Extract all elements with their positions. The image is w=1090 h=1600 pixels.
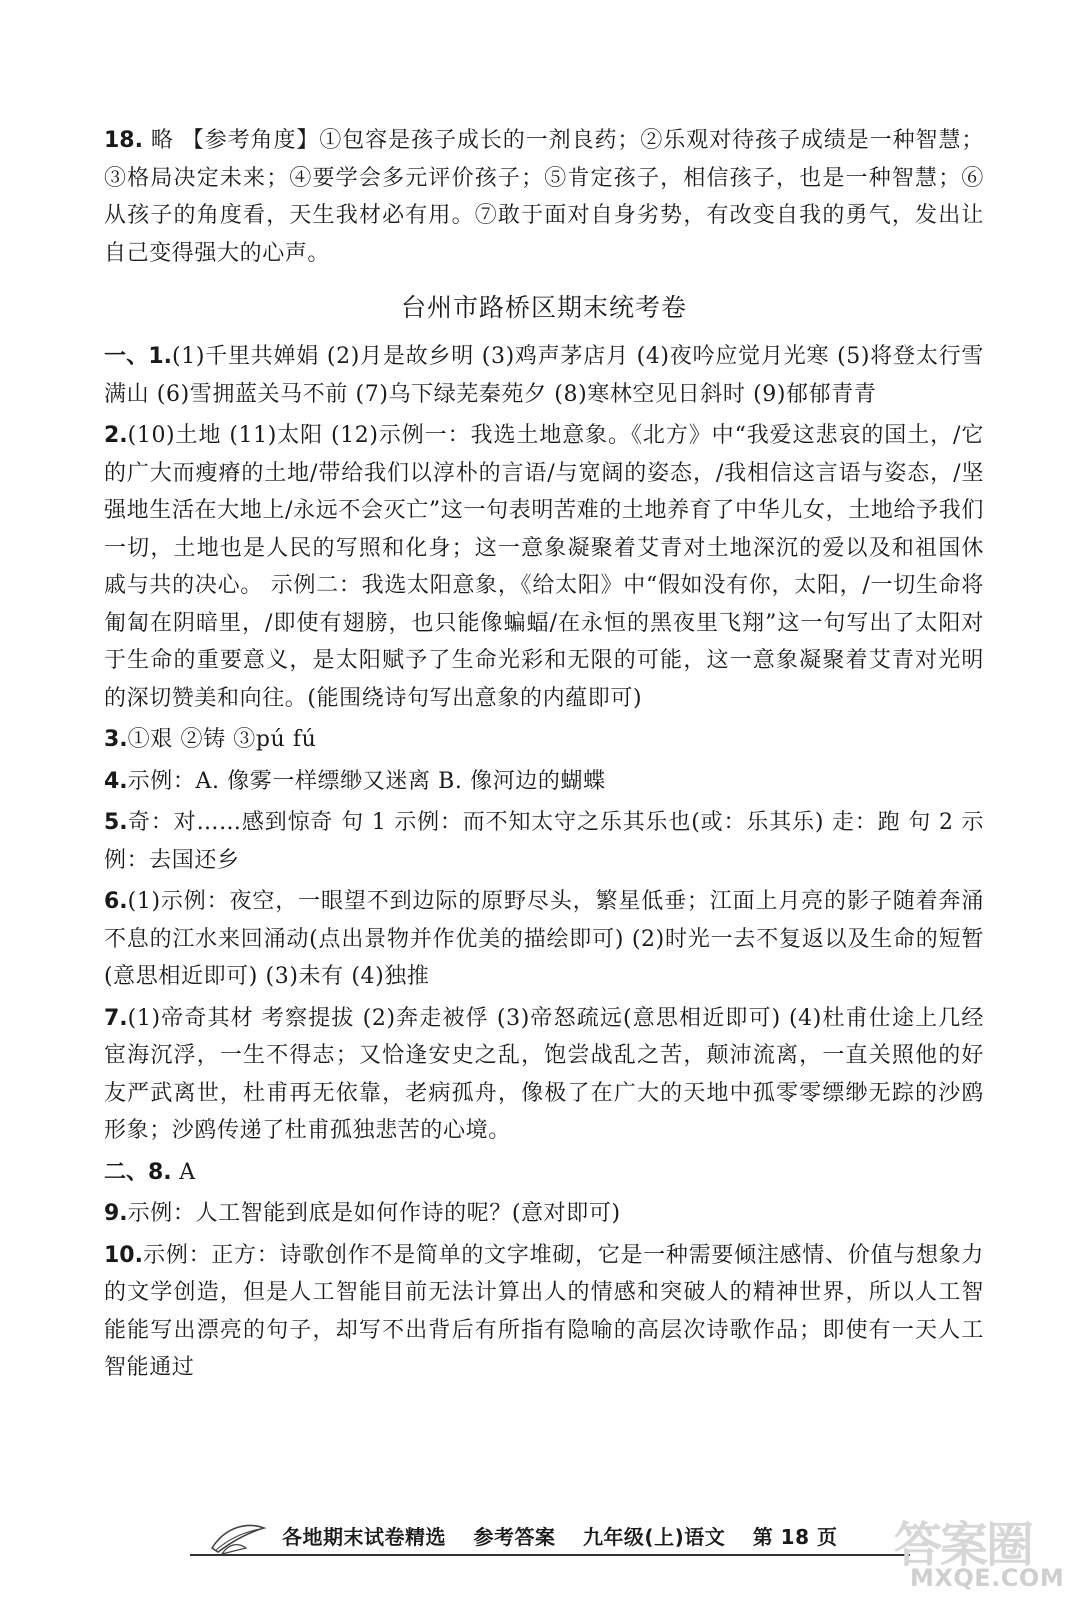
answer-text: 奇：对……感到惊奇 句 1 示例：而不知太守之乐其乐也(或：乐其乐) 走：跑 句 2 示例：去国还乡 [104, 810, 984, 873]
answer-18 [104, 122, 984, 272]
answer-text: 示例：正方：诗歌创作不是简单的文字堆砌，它是一种需要倾注感情、价值与想象力的文学创造，但是人工智能目前无法计算出人的情感和突破人的精神世界，所以人工智能能写出漂亮的句子，却写不出背后有所指有隐喻的高层次诗歌作品；即使有一天人工智能通过 [104, 1242, 984, 1380]
question-number: 10. [104, 1242, 143, 1268]
answer-2 [104, 417, 984, 717]
footer-text [282, 1521, 837, 1550]
question-number: 4. [104, 768, 128, 794]
footer-rule [190, 1554, 910, 1556]
answer-8 [104, 1154, 984, 1192]
question-number: 二、8. [104, 1159, 172, 1185]
answer-7 [104, 1000, 984, 1150]
leaf-decoration-icon [208, 1518, 268, 1558]
section-title: 台州市路桥区期末统考卷 [400, 293, 687, 322]
answer-4 [104, 763, 984, 801]
question-number: 一、1. [104, 344, 173, 369]
question-number: 18. [104, 128, 143, 153]
answer-3 [104, 721, 984, 759]
watermark-text: 答案圈 [894, 1517, 1033, 1573]
answer-text: (1)示例：夜空，一眼望不到边际的原野尽头，繁星低垂；江面上月亮的影子随着奔涌不息的江水来回涌动(点出景物并作优美的描绘即可) (2)时光一去不复返以及生命的短暂(意思相近即可) (3)未有 (4)独推 [104, 889, 984, 989]
answer-text: 示例：人工智能到底是如何作诗的呢？(意对即可) [127, 1201, 621, 1226]
question-number: 2. [104, 423, 128, 448]
grade-subject: 九年级(上)语文 [582, 1525, 726, 1549]
question-number: 5. [104, 810, 128, 835]
answer-5 [104, 804, 984, 879]
answer-9 [104, 1195, 984, 1233]
question-number: 9. [104, 1201, 128, 1226]
answer-text: 示例：A. 像雾一样缥缈又迷离 B. 像河边的蝴蝶 [127, 768, 606, 794]
watermark-logo [888, 1506, 1078, 1594]
book-title: 各地期末试卷精选 [282, 1525, 446, 1549]
question-number: 6. [104, 889, 128, 914]
answer-text: 略 【参考角度】①包容是孩子成长的一剂良药；②乐观对待孩子成绩是一种智慧；③格局决定未来；④要学会多元评价孩子；⑤肯定孩子，相信孩子，也是一种智慧；⑥从孩子的角度看，天生我材必有用。⑦敢于面对自身劣势，有改变自我的勇气，发出让自己变得强大的心声。 [104, 128, 984, 266]
answer-text: (1)千里共婵娟 (2)月是故乡明 (3)鸡声茅店月 (4)夜吟应觉月光寒 (5)将登太行雪满山 (6)雪拥蓝关马不前 (7)乌下绿芜秦苑夕 (8)寒林空见日斜时 (9)郁郁青青 [104, 344, 984, 407]
answer-6 [104, 883, 984, 996]
answer-content [104, 122, 984, 1391]
answer-text: (1)帝奇其材 考察提拔 (2)奔走被俘 (3)帝怒疏远(意思相近即可) (4)杜甫仕途上几经宦海沉浮，一生不得志；又恰逢安史之乱，饱尝战乱之苦，颠沛流离，一直关照他的好友严武离世，杜甫再无依靠，老病孤舟，像极了在广大的天地中孤零零缥缈无踪的沙鸥形象；沙鸥传递了杜甫孤独悲苦的心境。 [104, 1005, 984, 1143]
answers-label: 参考答案 [473, 1525, 556, 1549]
answer-text: (10)土地 (11)太阳 (12)示例一：我选土地意象。《北方》中“我爱这悲哀的国土，/它的广大而瘦瘠的土地/带给我们以淳朴的言语/与宽阔的姿态，/我相信这言语与姿态，/坚强地生活在大地上/永远不会灭亡”这一句表明苦难的土地养育了中华儿女，土地给予我们一切，土地也是人民的写照和化身；这一意象凝聚着艾青对土地深沉的爱以及和祖国休戚与共的决心。 示例二：我选太阳意象，《给太阳》中“假如没有你，太阳，/一切生命将匍匐在阴暗里，/即使有翅膀，也只能像蝙蝠/在永恒的黑夜里飞翔”这一句写出了太阳对于生命的重要意义，是太阳赋予了生命光彩和无限的可能，这一意象凝聚着艾青对光明的深切赞美和向往。(能围绕诗句写出意象的内蕴即可) [104, 423, 984, 711]
answer-1 [104, 338, 984, 413]
answer-10 [104, 1237, 984, 1387]
answer-text: ①艰 ②铸 ③pú fú [127, 727, 317, 752]
question-number: 7. [104, 1005, 128, 1031]
watermark-url: MXQE.COM [910, 1564, 1065, 1592]
question-number: 3. [104, 727, 128, 752]
page-number: 第 18 页 [752, 1525, 838, 1549]
answer-text: A [171, 1159, 196, 1185]
